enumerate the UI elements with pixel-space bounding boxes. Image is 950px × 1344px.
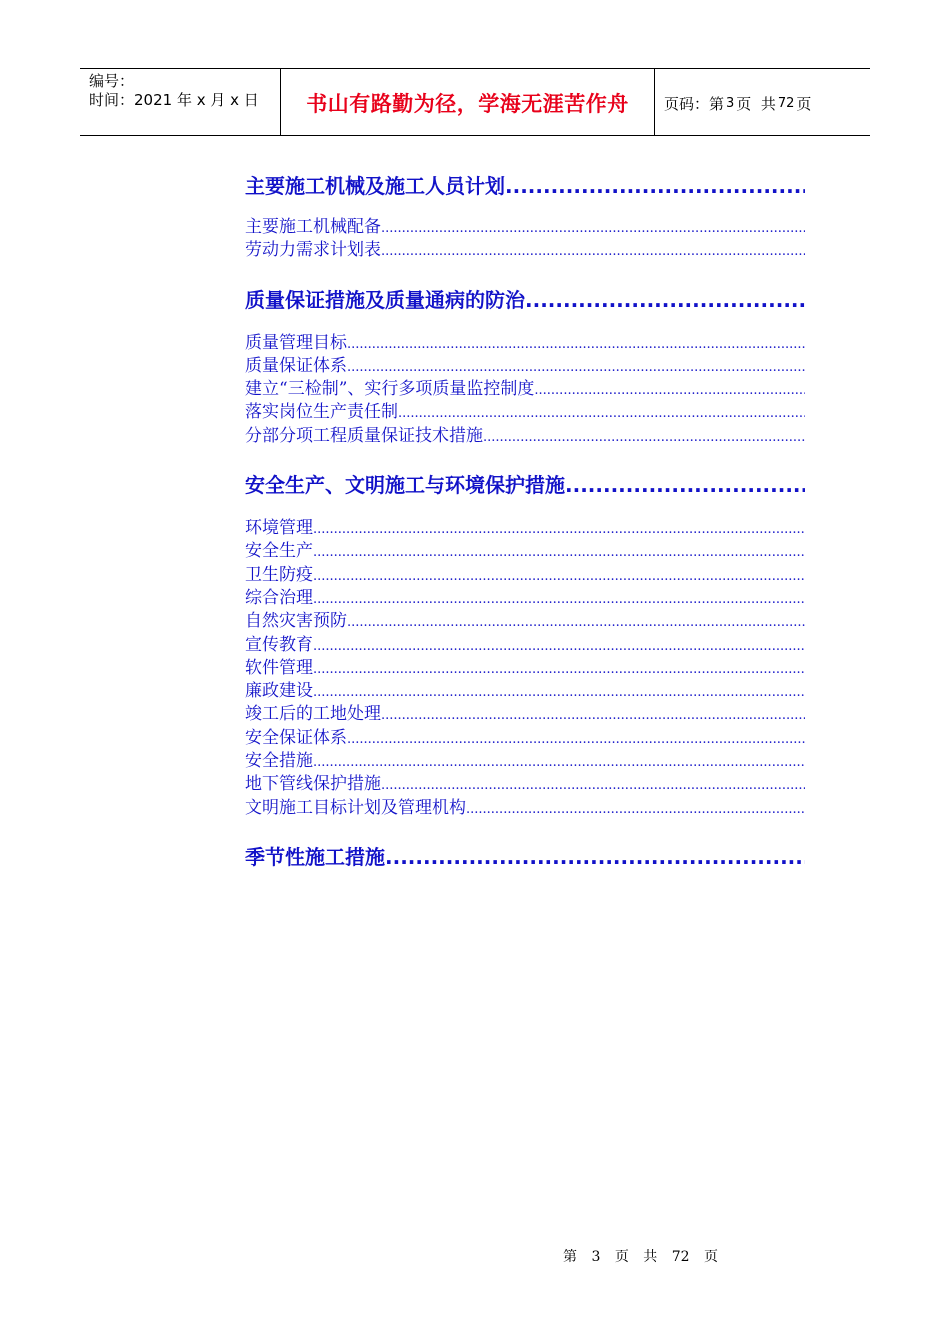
table-of-contents [245, 170, 805, 873]
header-meta [80, 69, 281, 135]
toc-entry[interactable]: 卫生防疫 ..... [245, 564, 805, 587]
document-date-label: 时间：2021 年 x 月 x 日 [89, 91, 259, 109]
toc-entry[interactable]: 宣传教育 ..... [245, 634, 805, 657]
toc-entry[interactable]: 建立“三检制”、实行多项质量监控制度 ..... [245, 378, 805, 401]
toc-entry[interactable]: 廉政建设 ..... [245, 680, 805, 703]
toc-section-heading[interactable]: 安全生产、文明施工与环境保护措施 ..... [245, 469, 805, 501]
toc-entry[interactable]: 软件管理 ..... [245, 657, 805, 680]
toc-section-heading[interactable]: 季节性施工措施 ..... [245, 841, 805, 873]
footer-current-page: 3 [591, 1249, 601, 1265]
header-motto: 书山有路勤为径，学海无涯苦作舟 [306, 92, 629, 116]
page-mid: 页 共 [736, 94, 776, 113]
toc-section-heading[interactable]: 主要施工机械及施工人员计划 ..... [245, 170, 805, 202]
toc-entry[interactable]: 主要施工机械配备 ..... [245, 216, 805, 239]
page-total: 72 [777, 95, 795, 111]
toc-entry[interactable]: 安全生产 ..... [245, 540, 805, 563]
toc-section-heading[interactable]: 质量保证措施及质量通病的防治 ..... [245, 284, 805, 316]
footer-total-word: 共 [643, 1249, 658, 1265]
toc-entry[interactable]: 自然灾害预防 ..... [245, 610, 805, 633]
toc-entry[interactable]: 文明施工目标计划及管理机构 ..... [245, 797, 805, 820]
toc-entry[interactable]: 落实岗位生产责任制 ..... [245, 401, 805, 424]
toc-entry[interactable]: 安全保证体系 ..... [245, 727, 805, 750]
toc-entry[interactable]: 综合治理 ..... [245, 587, 805, 610]
toc-entry[interactable]: 竣工后的工地处理 ..... [245, 703, 805, 726]
toc-entry[interactable]: 劳动力需求计划表 ..... [245, 239, 805, 262]
page-header [80, 68, 870, 136]
footer-prefix: 第 [563, 1249, 577, 1265]
page-suffix: 页 [796, 94, 812, 113]
toc-entry[interactable]: 质量管理目标 ..... [245, 332, 805, 355]
toc-entry[interactable]: 地下管线保护措施 ..... [245, 773, 805, 796]
footer-suffix: 页 [704, 1249, 719, 1265]
page-prefix: 页码：第 [664, 94, 725, 113]
toc-entry[interactable]: 环境管理 ..... [245, 517, 805, 540]
header-motto-cell [281, 69, 655, 135]
toc-entry[interactable]: 质量保证体系 ..... [245, 355, 805, 378]
footer-total-pages: 72 [671, 1249, 690, 1265]
toc-entry[interactable]: 安全措施 ..... [245, 750, 805, 773]
document-number-label: 编号： [89, 72, 135, 90]
page-current: 3 [726, 95, 735, 111]
footer-page-word: 页 [614, 1249, 629, 1265]
header-page-info [655, 69, 870, 135]
toc-entry[interactable]: 分部分项工程质量保证技术措施 ..... [245, 425, 805, 448]
